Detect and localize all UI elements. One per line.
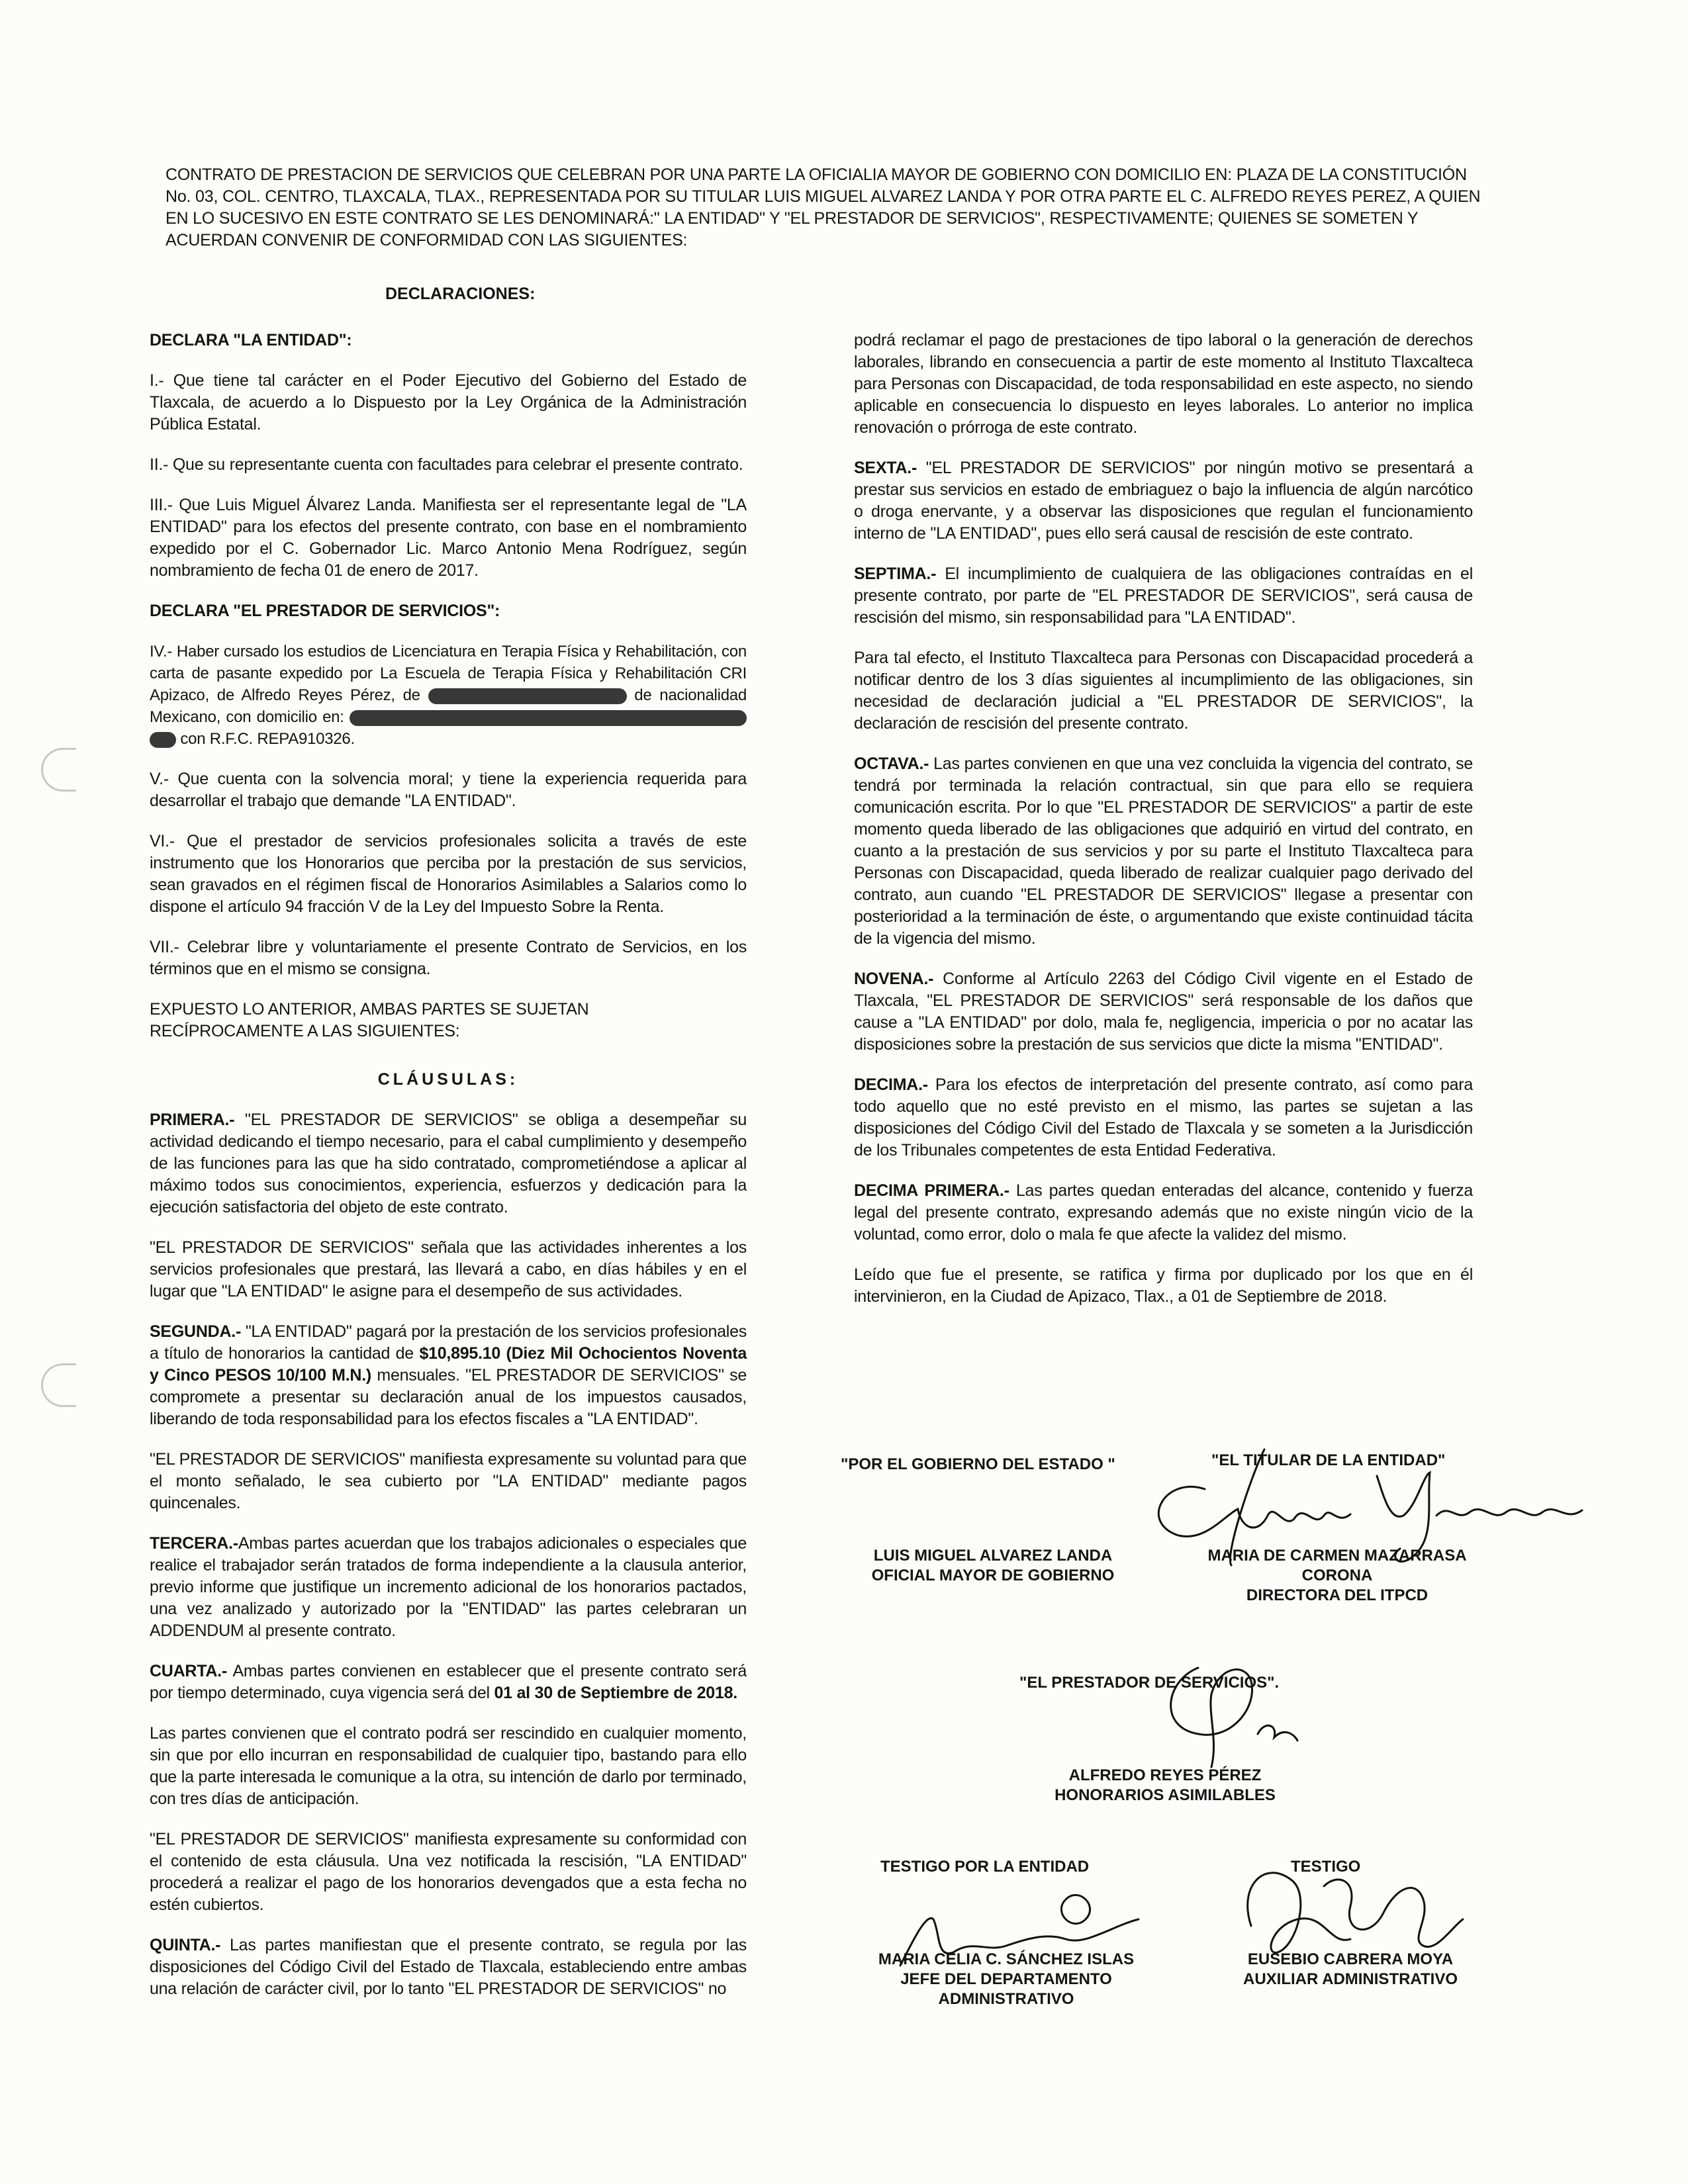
clausula-cuarta-2: Las partes convienen que el contrato podrá ser rescindido en cualquier momento, sin que por ello incurran en responsabilidad de cualquier tipo, bastando para ello que la parte interesada le comunique a la otra, su intención de darlo por terminado, con tres días de anticipación. <box>150 1724 747 1808</box>
clausula-primera-2: "EL PRESTADOR DE SERVICIOS" señala que las actividades inherentes a los servicios profesionales que prestará, las llevará a cabo, en días hábiles y en el lugar que "LA ENTIDAD" le asigne para el desempeño de sus actividades. <box>150 1238 747 1300</box>
redacted-block <box>428 688 627 704</box>
declaracion-iii: III.- Que Luis Miguel Álvarez Landa. Manifiesta ser el representante legal de "LA ENTIDAD" para los efectos del presente contrato, con base en el nombramiento expedido por el C. Gobernador Lic. Marco Antonio Mena Rodríguez, según nombramiento de fecha 01 de enero de 2017. <box>150 496 747 580</box>
landa-signature-block <box>861 1546 1125 1586</box>
punch-hole-mark <box>41 748 76 792</box>
expuesto-paragraph: EXPUESTO LO ANTERIOR, AMBAS PARTES SE SUJETAN RECÍPROCAMENTE A LAS SIGUIENTES: <box>150 1000 589 1040</box>
declaracion-iv-text-b: de nacionalidad Mexicano, con domicilio en: <box>150 686 747 726</box>
reyes-handwritten-signature <box>1125 1641 1324 1774</box>
landa-name: LUIS MIGUEL ALVAREZ LANDA <box>873 1547 1113 1565</box>
clausula-sexta-text: "EL PRESTADOR DE SERVICIOS" por ningún motivo se presentará a prestar sus servicios en estado de embriaguez o bajo la influencia de algún narcótico o droga enervante, y a observar las disposiciones que regulan el funcionamiento interno de "LA ENTIDAD", pues ello será causal de rescisión de este contrato. <box>854 459 1473 543</box>
declaraciones-title: DECLARACIONES: <box>385 285 536 303</box>
clausula-cuarta-3: "EL PRESTADOR DE SERVICIOS" manifiesta expresamente su conformidad con el contenido de esta cláusula. Una vez notificada la rescisión, "LA ENTIDAD" procederá a realizar el pago de los honorarios devengados que a esta fecha no estén cubiertos. <box>150 1830 747 1914</box>
clausula-cuarta-text-a: Ambas partes convienen en establecer que el presente contrato será por tiempo determinado, cuya vigencia será del <box>150 1662 747 1702</box>
clausula-cuarta-heading: CUARTA.- <box>150 1662 227 1680</box>
declara-prestador-heading: DECLARA "EL PRESTADOR DE SERVICIOS": <box>150 602 500 620</box>
right-column <box>854 330 1473 1326</box>
clausula-decima-primera-heading: DECIMA PRIMERA.- <box>854 1181 1009 1200</box>
clausula-septima-text: El incumplimiento de cualquiera de las obligaciones contraídas en el presente contrato, por parte de "EL PRESTADOR DE SERVICIOS", será causa de rescisión del mismo, sin responsabilidad para "LA ENTIDAD". <box>854 565 1473 627</box>
clausula-segunda-heading: SEGUNDA.- <box>150 1322 242 1341</box>
clausula-quinta-cont: podrá reclamar el pago de prestaciones de tipo laboral o la generación de derechos laborales, librando en consecuencia a partir de este momento al Instituto Tlaxcalteca para Personas con Discapacidad, de toda responsabilidad en este aspecto, no siendo aplicable en consecuencia lo dispuesto en leyes laborales. Lo anterior no implica renovación o prórroga de este contrato. <box>854 331 1473 437</box>
testigo-label: TESTIGO <box>1291 1858 1361 1876</box>
vigencia-dates: 01 al 30 de Septiembre de 2018. <box>494 1684 737 1702</box>
clausula-segunda-text-b: mensuales. "EL PRESTADOR DE SERVICIOS" se compromete a presentar su declaración anual de los impuestos causados, liberando de toda responsabilidad para los efectos fiscales a "LA ENTIDAD". <box>150 1366 747 1428</box>
clausula-octava-text: Las partes convienen en que una vez concluida la vigencia del contrato, se tendrá por terminada la relación contractual, sin que para ello se requiera comunicación escrita. Por lo que "EL PRESTADOR DE SERVICIOS" a partir de este momento queda liberado de las obligaciones que adquirió en virtud del contrato, en cuanto a la prestación de sus servicios y por su parte el Instituto Tlaxcalteca para Personas con Discapacidad, queda liberado de realizar cualquier pago derivado del contrato, aun cuando "EL PRESTADOR DE SERVICIOS" llegase a presentar con posterioridad a la terminación de éste, o argumentando que existe continuidad tácita de la vigencia del mismo. <box>854 754 1473 948</box>
prestador-label: "EL PRESTADOR DE SERVICIOS". <box>1019 1674 1280 1692</box>
redacted-block <box>150 732 176 748</box>
mazarrasa-title: DIRECTORA DEL ITPCD <box>1246 1586 1429 1604</box>
clausula-tercera <box>150 1533 747 1642</box>
clausula-sexta-heading: SEXTA.- <box>854 459 917 477</box>
clausula-novena-heading: NOVENA.- <box>854 970 934 988</box>
clausula-decima-text: Para los efectos de interpretación del presente contrato, así como para todo aquello que no esté previsto en el mismo, las partes se sujetan a las disposiciones del Código Civil del Estado de Tlaxcala y se someten a la Jurisdicción de los Tribunales competentes de esta Entidad Federativa. <box>854 1075 1473 1160</box>
sanchez-title-line2: ADMINISTRATIVO <box>938 1990 1074 2008</box>
clausula-quinta-text: Las partes manifiestan que el presente contrato, se regula por las disposiciones del Código Civil del Estado de Tlaxcala, estableciendo entre ambas una relación de carácter civil, por lo tanto "EL PRESTADOR DE SERVICIOS" no <box>150 1936 747 1998</box>
clausula-decima-primera-text: Las partes quedan enteradas del alcance, contenido y fuerza legal del presente contrato, expresando además que no existe ningún vicio de la voluntad, como error, dolo o mala fe que afecte la validez del mismo. <box>854 1181 1473 1244</box>
declaracion-ii: II.- Que su representante cuenta con facultades para celebrar el presente contrato. <box>150 455 743 474</box>
cabrera-title: AUXILIAR ADMINISTRATIVO <box>1243 1970 1458 1988</box>
clausula-tercera-text: Ambas partes acuerdan que los trabajos adicionales o especiales que realice el trabajador serán tratados de forma independiente a la clausula anterior, previo informe que justifique un incremento adicional de los honorarios pactados, una vez analizado y autorizado por la "ENTIDAD" las partes celebraran un ADDENDUM al presente contrato. <box>150 1534 747 1640</box>
clausula-septima-2: Para tal efecto, el Instituto Tlaxcalteca para Personas con Discapacidad procederá a notificar dentro de los 3 días siguientes al incumplimiento de las obligaciones, sin necesidad de declaración judicial a "EL PRESTADOR DE SERVICIOS", la declaración de rescisión del presente contrato. <box>854 649 1473 733</box>
declaracion-iv-text-c: con R.F.C. REPA910326. <box>180 730 355 748</box>
clausulas-title: CLÁUSULAS: <box>377 1070 519 1089</box>
redacted-block <box>350 710 747 726</box>
clausula-novena <box>854 968 1473 1056</box>
reyes-title: HONORARIOS ASIMILABLES <box>1055 1786 1276 1804</box>
declaracion-iv <box>150 641 747 750</box>
contract-intro: CONTRATO DE PRESTACION DE SERVICIOS QUE CELEBRAN POR UNA PARTE LA OFICIALIA MAYOR DE GOBIERNO CON DOMICILIO EN: PLAZA DE LA CONSTITUCIÓN No. 03, COL. CENTRO, TLAXCALA, TLAX., REPRESENTADA POR SU TITULAR LUIS MIGUEL ALVAREZ LANDA Y POR OTRA PARTE EL C. ALFREDO REYES PEREZ, A QUIEN EN LO SUCESIVO EN ESTE CONTRATO SE LES DENOMINARÁ:" LA ENTIDAD" Y "EL PRESTADOR DE SERVICIOS", RESPECTIVAMENTE; QUIENES SE SOMETEN Y ACUERDAN CONVENIR DE CONFORMIDAD CON LAS SIGUIENTES: <box>165 165 1481 250</box>
cabrera-name: EUSEBIO CABRERA MOYA <box>1247 1950 1454 1968</box>
left-column <box>150 330 747 2019</box>
clausula-sexta <box>854 457 1473 545</box>
clausula-quinta <box>150 1934 747 2000</box>
clausula-segunda-2: "EL PRESTADOR DE SERVICIOS" manifiesta expresamente su voluntad para que el monto señalado, le sea cubierto por "LA ENTIDAD" mediante pagos quincenales. <box>150 1450 747 1512</box>
declaracion-v: V.- Que cuenta con la solvencia moral; y tiene la experiencia requerida para desarrollar el trabajo que demande "LA ENTIDAD". <box>150 770 747 810</box>
clausula-primera-text: "EL PRESTADOR DE SERVICIOS" se obliga a desempeñar su actividad dedicando el tiempo necesario, para el cabal cumplimiento y desempeño de las funciones para las que ha sido contratado, comprometiéndose a aplicar al máximo todos sus conocimientos, experiencia, esfuerzos y dedicación para la ejecución satisfactoria del objeto de este contrato. <box>150 1111 747 1216</box>
clausula-primera <box>150 1109 747 1218</box>
clausula-segunda-text-a: "LA ENTIDAD" pagará por la prestación de los servicios profesionales a título de honorarios la cantidad de <box>150 1322 747 1363</box>
clausula-tercera-heading: TERCERA.- <box>150 1534 238 1553</box>
sanchez-handwritten-signature <box>874 1873 1152 1985</box>
clausula-decima-heading: DECIMA.- <box>854 1075 928 1094</box>
declaracion-vi: VI.- Que el prestador de servicios profesionales solicita a través de este instrumento que los Honorarios que perciba por la prestación de sus servicios, sean gravados en el régimen fiscal de Honorarios Asimilables a Salarios como lo dispone el artículo 94 fracción V de la Ley del Impuesto Sobre la Renta. <box>150 832 747 916</box>
clausula-quinta-heading: QUINTA.- <box>150 1936 221 1954</box>
sanchez-title: JEFE DEL DEPARTAMENTO <box>900 1970 1112 1988</box>
clausula-segunda <box>150 1321 747 1430</box>
clausula-primera-heading: PRIMERA.- <box>150 1111 235 1129</box>
honorarios-amount: $10,895.10 (Diez Mil Ochocientos Noventa y Cinco PESOS 10/100 M.N.) <box>150 1344 747 1385</box>
clausula-cuarta <box>150 1661 747 1704</box>
clausula-novena-text: Conforme al Artículo 2263 del Código Civil vigente en el Estado de Tlaxcala, "EL PRESTADOR DE SERVICIOS" será responsable de los daños que cause a "LA ENTIDAD" por dolo, mala fe, negligencia, impericia o por no acatar las disposiciones sobre la prestación de sus servicios que dicte la misma "ENTIDAD". <box>854 970 1473 1054</box>
mazarrasa-name: MARIA DE CARMEN MAZARRASA <box>1207 1547 1467 1565</box>
clausula-decima-primera <box>854 1180 1473 1246</box>
titular-label: "EL TITULAR DE LA ENTIDAD" <box>1211 1451 1446 1469</box>
mazarrasa-handwritten-signature <box>1125 1436 1602 1569</box>
sanchez-name: MARIA CELIA C. SÁNCHEZ ISLAS <box>878 1950 1135 1968</box>
testigo-entidad-label: TESTIGO POR LA ENTIDAD <box>880 1858 1090 1876</box>
declaracion-i: I.- Que tiene tal carácter en el Poder Ejecutivo del Gobierno del Estado de Tlaxcala, de acuerdo a lo Dispuesto por la Ley Orgánica de la Administración Pública Estatal. <box>150 371 747 433</box>
declaracion-vii: VII.- Celebrar libre y voluntariamente el presente Contrato de Servicios, en los términos que en el mismo se consigna. <box>150 938 747 978</box>
clausula-octava-heading: OCTAVA.- <box>854 754 929 773</box>
leido-paragraph: Leído que fue el presente, se ratifica y firma por duplicado por los que en él intervinieron, en la Ciudad de Apizaco, Tlax., a 01 de Septiembre de 2018. <box>854 1265 1473 1306</box>
clausula-octava <box>854 753 1473 950</box>
clausula-decima <box>854 1074 1473 1161</box>
mazarrasa-name-line2: CORONA <box>1301 1567 1373 1584</box>
cabrera-handwritten-signature <box>1225 1846 1476 1972</box>
reyes-name: ALFREDO REYES PÉREZ <box>1068 1766 1262 1784</box>
clausula-septima-heading: SEPTIMA.- <box>854 565 937 583</box>
clausula-septima <box>854 563 1473 629</box>
declaracion-iv-text-a: IV.- Haber cursado los estudios de Licenciatura en Terapia Física y Rehabilitación, con carta de pasante expedido por La Escuela de Terapia Física y Rehabilitación CRI Apizaco, de Alfredo Reyes Pérez, de <box>150 643 747 704</box>
declara-entidad-heading: DECLARA "LA ENTIDAD": <box>150 331 352 349</box>
gobierno-label: "POR EL GOBIERNO DEL ESTADO " <box>841 1455 1115 1473</box>
landa-title: OFICIAL MAYOR DE GOBIERNO <box>871 1567 1115 1584</box>
punch-hole-mark <box>41 1363 76 1407</box>
